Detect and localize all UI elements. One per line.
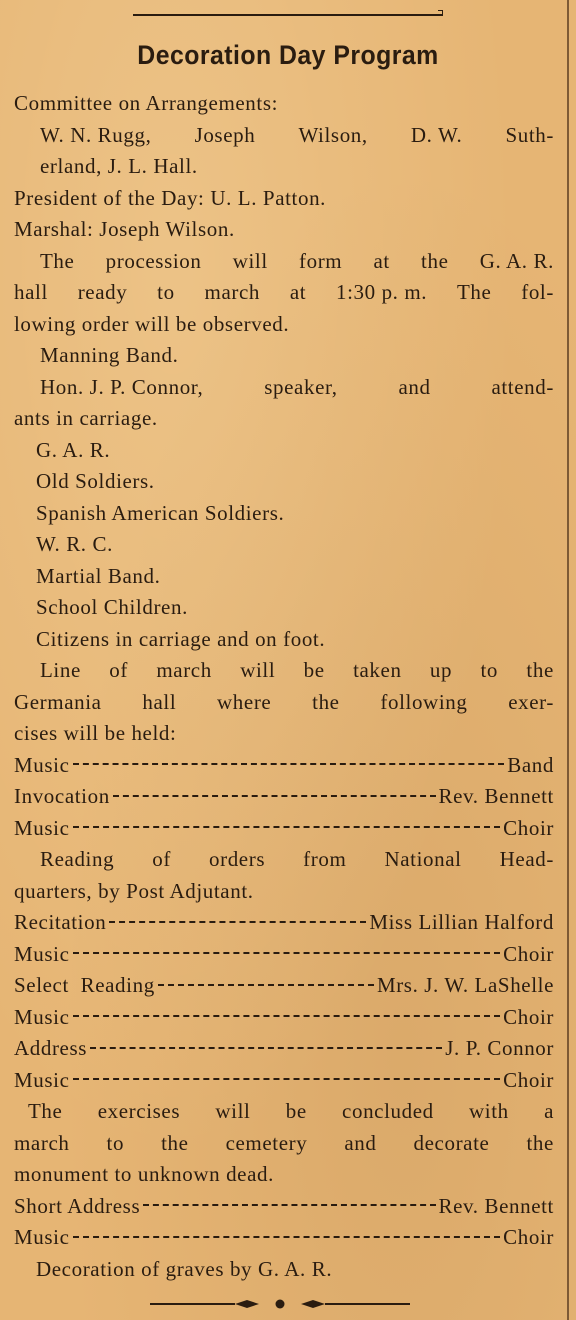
marshal: Marshal: Joseph Wilson. bbox=[14, 217, 235, 241]
conclusion-line-2: march to the cemetery and decorate the bbox=[14, 1130, 554, 1155]
program-entry bbox=[14, 1002, 554, 1034]
program-entry-performer: Choir bbox=[503, 1004, 554, 1029]
program-entry-item: Select Reading bbox=[14, 973, 155, 997]
program-entry-performer: Choir bbox=[503, 1067, 554, 1092]
program-entry-performer: Choir bbox=[503, 815, 554, 840]
procession-line-1: The procession will form at the G. A. R. bbox=[40, 248, 554, 273]
reading-orders-line-2: quarters, by Post Adjutant. bbox=[14, 878, 254, 903]
program-entry-item: Address bbox=[14, 1036, 88, 1060]
page-title: Decoration Day Program bbox=[137, 40, 439, 70]
program-body bbox=[14, 88, 554, 1285]
conclusion-line-1: The exercises will be concluded with a bbox=[28, 1099, 554, 1123]
program-entry-item: Recitation bbox=[14, 910, 107, 934]
line-of-march-line-2: Germania hall where the following exer- bbox=[14, 689, 554, 714]
program-entry bbox=[14, 1222, 554, 1254]
program-entry-performer: Rev. Bennett bbox=[438, 784, 554, 808]
program-entry bbox=[14, 1065, 554, 1097]
order-item: Spanish American Soldiers. bbox=[36, 500, 285, 525]
leader-dots bbox=[73, 824, 501, 828]
order-item: Old Soldiers. bbox=[36, 469, 155, 493]
program-entry-performer: Miss Lillian Halford bbox=[369, 910, 554, 934]
line-of-march-line-3: cises will be held: bbox=[14, 721, 177, 745]
committee-members-line-2: erland, J. L. Hall. bbox=[40, 154, 198, 178]
leader-dots bbox=[113, 793, 436, 797]
column-edge-rule bbox=[567, 0, 569, 1320]
leader-dots bbox=[73, 1013, 501, 1017]
program-entry-item: Short Address bbox=[14, 1193, 141, 1218]
program-entry bbox=[14, 970, 554, 1002]
leader-dots bbox=[109, 919, 366, 923]
program-entry-item: Music bbox=[14, 941, 70, 966]
program-entry bbox=[14, 750, 554, 782]
leader-dots bbox=[90, 1045, 442, 1049]
leader-dots bbox=[158, 982, 374, 986]
order-speaker-line-2: ants in carriage. bbox=[14, 406, 158, 430]
leader-dots bbox=[73, 950, 501, 954]
order-speaker-line-1: Hon. J. P. Connor, speaker, and attend- bbox=[40, 374, 554, 399]
program-entry-item: Music bbox=[14, 815, 70, 840]
order-item: School Children. bbox=[36, 595, 188, 619]
line-of-march-line-1: Line of march will be taken up to the bbox=[40, 658, 554, 682]
program-entry-item: Music bbox=[14, 1067, 70, 1092]
program-entry-performer: Band bbox=[507, 752, 554, 777]
conclusion-line-3: monument to unknown dead. bbox=[14, 1162, 274, 1186]
order-item: G. A. R. bbox=[36, 437, 111, 462]
president-of-day: President of the Day: U. L. Patton. bbox=[14, 185, 327, 210]
bottom-ornament-rule bbox=[150, 1299, 410, 1309]
leader-dots bbox=[73, 1234, 501, 1238]
program-entry bbox=[14, 907, 554, 939]
committee-heading: Committee on Arrangements: bbox=[14, 91, 279, 115]
program-entry-performer: Rev. Bennett bbox=[438, 1193, 554, 1218]
program-entry bbox=[14, 1033, 554, 1065]
program-entry-performer: Mrs. J. W. LaShelle bbox=[376, 973, 554, 997]
order-item: Citizens in carriage and on foot. bbox=[36, 626, 326, 651]
program-entry bbox=[14, 781, 554, 813]
procession-line-3: lowing order will be observed. bbox=[14, 311, 290, 336]
program-entry-item: Music bbox=[14, 752, 70, 777]
order-band: Manning Band. bbox=[40, 343, 179, 367]
order-item: Martial Band. bbox=[36, 563, 161, 588]
reading-orders-line-1: Reading of orders from National Head- bbox=[40, 847, 554, 871]
program-entry bbox=[14, 813, 554, 845]
leader-dots bbox=[73, 1076, 501, 1080]
leader-dots bbox=[143, 1202, 435, 1206]
program-entry-item: Music bbox=[14, 1225, 70, 1249]
leader-dots bbox=[73, 761, 505, 765]
program-entry-item: Invocation bbox=[14, 784, 110, 808]
closing-line: Decoration of graves by G. A. R. bbox=[36, 1256, 333, 1281]
program-entry-performer: Choir bbox=[503, 941, 554, 966]
program-entry bbox=[14, 939, 554, 971]
program-entry-item: Music bbox=[14, 1004, 70, 1029]
program-entry-performer: Choir bbox=[503, 1225, 554, 1249]
committee-members-line-1: W. N. Rugg, Joseph Wilson, D. W. Suth- bbox=[40, 122, 554, 147]
order-item: W. R. C. bbox=[36, 532, 113, 556]
top-divider-rule bbox=[133, 14, 443, 16]
program-entry-performer: J. P. Connor bbox=[445, 1036, 554, 1060]
procession-line-2: hall ready to march at 1:30 p. m. The fol- bbox=[14, 280, 554, 304]
program-entry bbox=[14, 1191, 554, 1223]
